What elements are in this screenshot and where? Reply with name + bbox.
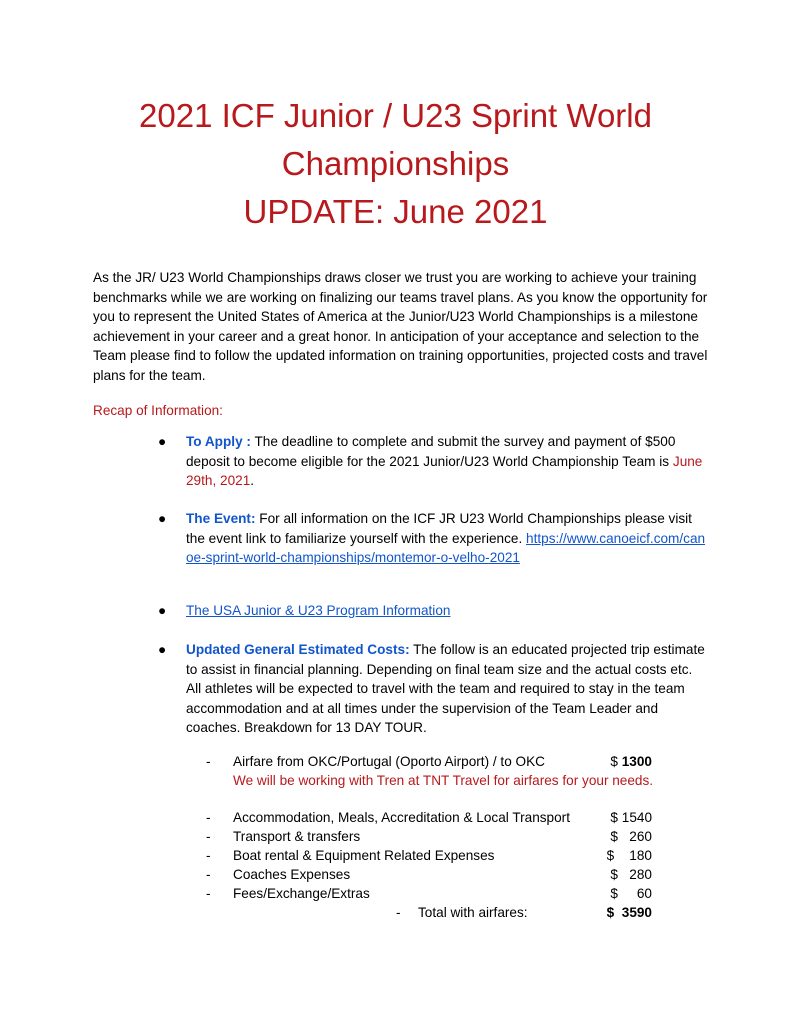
- bullet-body: [186, 601, 706, 621]
- cost-row: [206, 884, 676, 903]
- cost-label: Transport & transfers: [233, 829, 361, 844]
- cost-row: [206, 808, 676, 827]
- cost-label: Fees/Exchange/Extras: [233, 886, 370, 901]
- event-text: For all information on the ICF JR U23 World Championships please visit the event link to familiarize yourself with the experience.: [186, 511, 692, 546]
- cost-amount: $ 60: [610, 886, 652, 901]
- cost-amount: [610, 752, 652, 771]
- intro-paragraph: As the JR/ U23 World Championships draws closer we trust you are working to achieve your training benchmarks while we are working on finalizing our teams travel plans. As you know the opportunity for you to represent the United States of America at the Junior/U23 World Championships is a milestone achievement in your career and a great honor. In anticipation of your acceptance and selection to the Team please find to follow the updated information on training opportunities, projected costs and travel plans for the team.: [93, 270, 708, 383]
- cost-label: Coaches Expenses: [233, 867, 351, 882]
- cost-label: Boat rental & Equipment Related Expenses: [233, 848, 495, 863]
- event-link[interactable]: https://www.canoeicf.com/canoe-sprint-world-championships/montemor-o-velho-2021: [186, 530, 706, 566]
- cost-label: Airfare from OKC/Portugal (Oporto Airport) / to OKC: [233, 754, 545, 769]
- list-dash: -: [206, 754, 211, 769]
- event-label: The Event:: [186, 511, 256, 526]
- bullet-icon: ●: [158, 434, 167, 449]
- cost-label: Accommodation, Meals, Accreditation & Local Transport: [233, 810, 570, 825]
- bullet-body: [186, 432, 706, 491]
- total-amount: $ 3590: [606, 905, 652, 920]
- airfare-amount: 1300: [621, 754, 652, 769]
- cost-amount: $ 260: [610, 829, 652, 844]
- title-line-2: Championships: [281, 145, 510, 182]
- list-dash: -: [206, 848, 211, 863]
- to-apply-period: .: [250, 473, 255, 489]
- list-dash: -: [206, 829, 211, 844]
- bullet-body: [186, 640, 706, 738]
- list-dash: -: [206, 886, 211, 901]
- cost-row: [206, 846, 676, 865]
- bullet-body: [186, 509, 706, 568]
- currency-symbol: $: [610, 754, 622, 769]
- to-apply-text: The deadline to complete and submit the survey and payment of $500 deposit to become eligible for the 2021 Junior/U23 World Championship Team is: [186, 434, 676, 469]
- title-line-1: 2021 ICF Junior / U23 Sprint World: [139, 97, 652, 134]
- page-title: [0, 92, 791, 236]
- cost-row-airfare: [206, 752, 676, 771]
- bullet-icon: ●: [158, 603, 167, 618]
- costs-text: The follow is an educated projected trip estimate to assist in financial planning. Depending on final team size and the actual costs etc. All athletes will be expected to travel with the team and required to stay in the team accommodation and at all times under the supervision of the Team Leader and coaches. Breakdown for 13 DAY TOUR.: [186, 642, 705, 736]
- cost-amount: $ 180: [606, 848, 652, 863]
- program-info-link[interactable]: The USA Junior & U23 Program Information: [186, 603, 451, 618]
- bullet-icon: ●: [158, 511, 167, 526]
- list-dash: -: [206, 810, 211, 825]
- recap-heading: Recap of Information:: [93, 403, 223, 418]
- cost-amount: $ 280: [610, 867, 652, 882]
- total-label: Total with airfares:: [418, 905, 528, 920]
- title-line-3: UPDATE: June 2021: [243, 193, 548, 230]
- list-dash: -: [396, 905, 401, 920]
- list-dash: -: [206, 867, 211, 882]
- bullet-icon: ●: [158, 642, 167, 657]
- airfare-note: We will be working with Tren at TNT Travel for airfares for your needs.: [233, 773, 654, 788]
- to-apply-label: To Apply :: [186, 434, 251, 449]
- cost-total-row: [206, 903, 676, 922]
- costs-label: Updated General Estimated Costs:: [186, 642, 410, 657]
- cost-row: [206, 827, 676, 846]
- deadline-date: June 29th, 2021: [186, 453, 703, 489]
- cost-amount: $ 1540: [610, 810, 652, 825]
- cost-row: [206, 865, 676, 884]
